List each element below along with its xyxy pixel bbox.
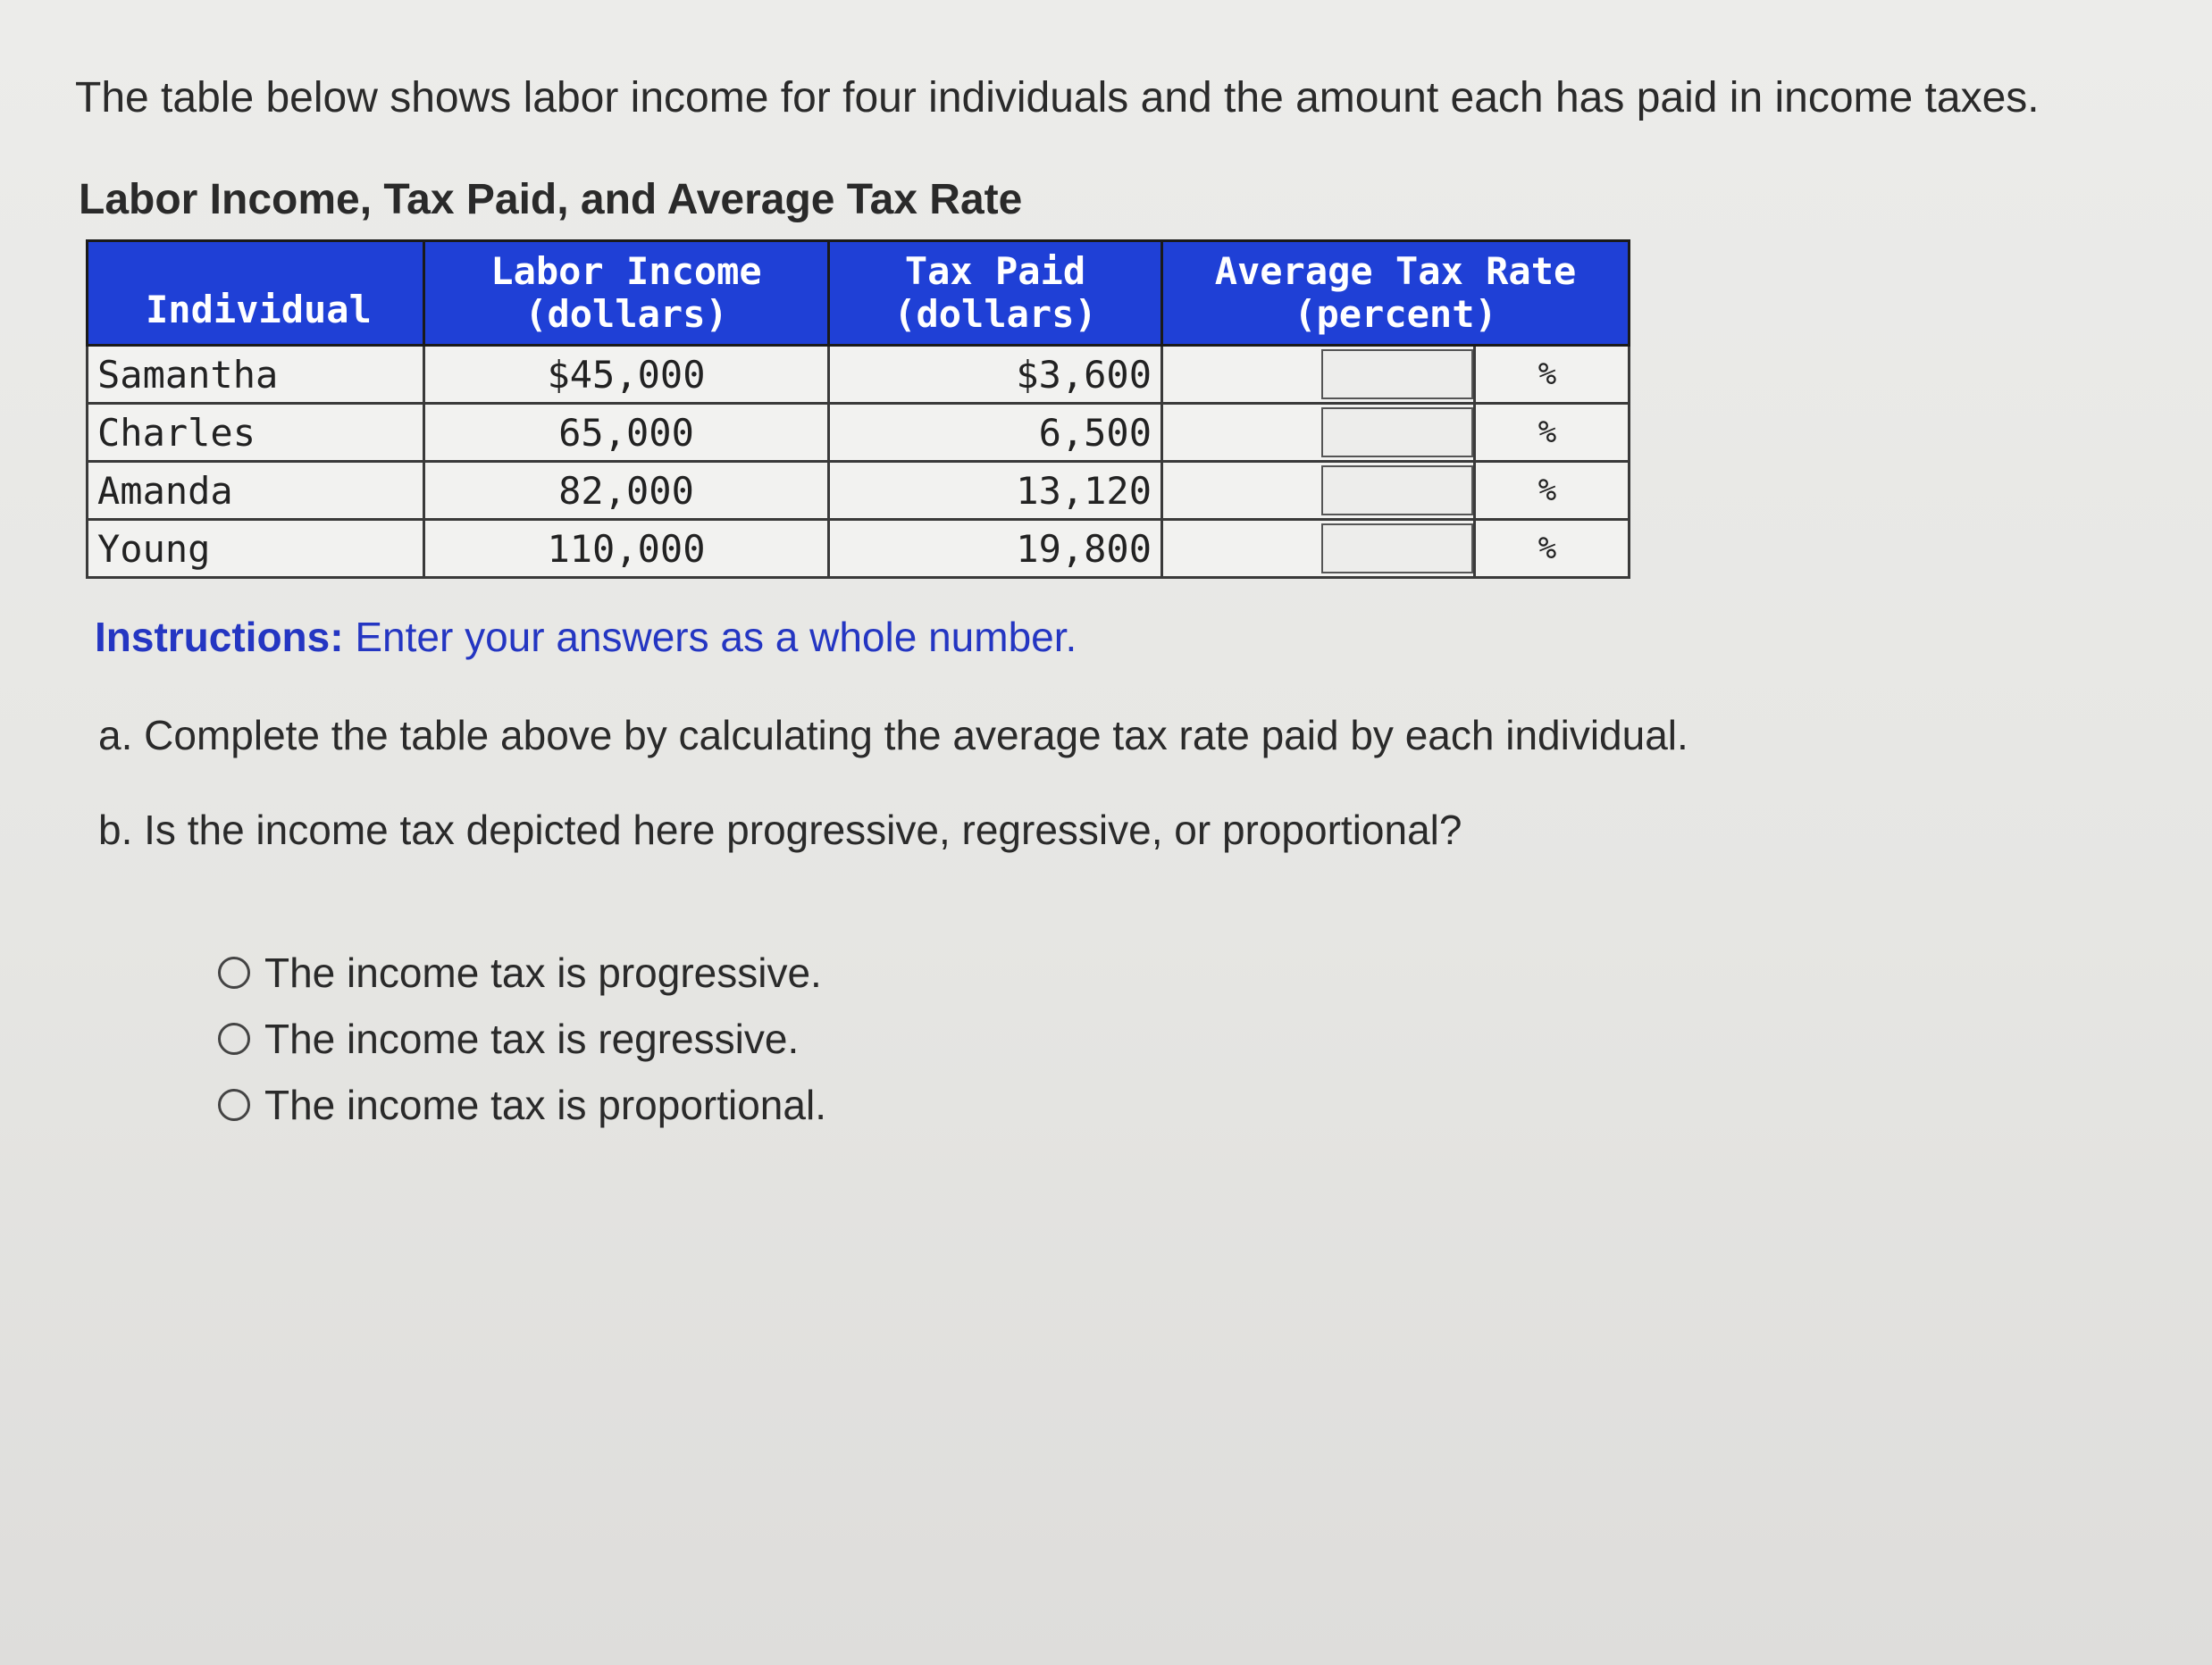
option-label: The income tax is progressive. (264, 950, 822, 996)
cell-individual: Samantha (88, 346, 424, 404)
option-label: The income tax is regressive. (264, 1016, 800, 1062)
radio-button[interactable] (218, 957, 250, 989)
header-rate-line2: (percent) (1294, 292, 1497, 336)
instructions (95, 613, 1077, 661)
cell-tax-paid: $3,600 (829, 346, 1162, 404)
cell-individual: Charles (88, 404, 424, 462)
option-progressive[interactable] (218, 940, 826, 1006)
rate-input-charles[interactable] (1321, 407, 1473, 457)
table-row (88, 346, 1630, 404)
tax-table (86, 239, 1630, 579)
intro-text: The table below shows labor income for four individuals and the amount each has paid in income taxes. (75, 74, 2040, 121)
header-tax-paid-line2: (dollars) (893, 292, 1097, 336)
cell-individual: Amanda (88, 462, 424, 520)
cell-labor-income: 65,000 (424, 404, 829, 462)
percent-unit: % (1473, 521, 1619, 576)
cell-tax-paid: 6,500 (829, 404, 1162, 462)
instructions-label: Instructions: (95, 614, 344, 660)
radio-button[interactable] (218, 1023, 250, 1055)
header-individual-label: Individual (146, 288, 372, 331)
answer-options (218, 940, 826, 1138)
header-individual (88, 241, 424, 346)
header-labor-income-line2: (dollars) (524, 292, 728, 336)
header-rate-line1: Average Tax Rate (1214, 249, 1577, 293)
cell-labor-income: 82,000 (424, 462, 829, 520)
rate-input-young[interactable] (1321, 523, 1473, 573)
rate-input-amanda[interactable] (1321, 465, 1473, 515)
header-tax-paid-line1: Tax Paid (904, 249, 1086, 293)
option-proportional[interactable] (218, 1072, 826, 1138)
option-label: The income tax is proportional. (264, 1082, 826, 1128)
table-row (88, 520, 1630, 578)
percent-unit: % (1473, 405, 1619, 460)
instructions-text: Enter your answers as a whole number. (343, 614, 1077, 660)
table-header-row (88, 241, 1630, 346)
percent-unit: % (1473, 463, 1619, 518)
cell-average-tax-rate (1162, 462, 1630, 520)
cell-tax-paid: 13,120 (829, 462, 1162, 520)
rate-wrap (1172, 463, 1619, 518)
cell-individual: Young (88, 520, 424, 578)
header-labor-income (424, 241, 829, 346)
table-row (88, 462, 1630, 520)
option-regressive[interactable] (218, 1006, 826, 1072)
header-average-tax-rate (1162, 241, 1630, 346)
rate-input-samantha[interactable] (1321, 349, 1473, 399)
rate-wrap (1172, 405, 1619, 460)
header-labor-income-line1: Labor Income (490, 249, 762, 293)
cell-average-tax-rate (1162, 520, 1630, 578)
percent-unit: % (1473, 347, 1619, 402)
question-a: a. Complete the table above by calculating the average tax rate paid by each individual. (98, 712, 1688, 758)
table-title: Labor Income, Tax Paid, and Average Tax Rate (79, 176, 1023, 223)
cell-tax-paid: 19,800 (829, 520, 1162, 578)
radio-button[interactable] (218, 1089, 250, 1121)
cell-labor-income: $45,000 (424, 346, 829, 404)
header-tax-paid (829, 241, 1162, 346)
cell-labor-income: 110,000 (424, 520, 829, 578)
question-b: b. Is the income tax depicted here progressive, regressive, or proportional? (98, 807, 1462, 853)
cell-average-tax-rate (1162, 404, 1630, 462)
rate-wrap (1172, 521, 1619, 576)
cell-average-tax-rate (1162, 346, 1630, 404)
rate-wrap (1172, 347, 1619, 402)
table-row (88, 404, 1630, 462)
